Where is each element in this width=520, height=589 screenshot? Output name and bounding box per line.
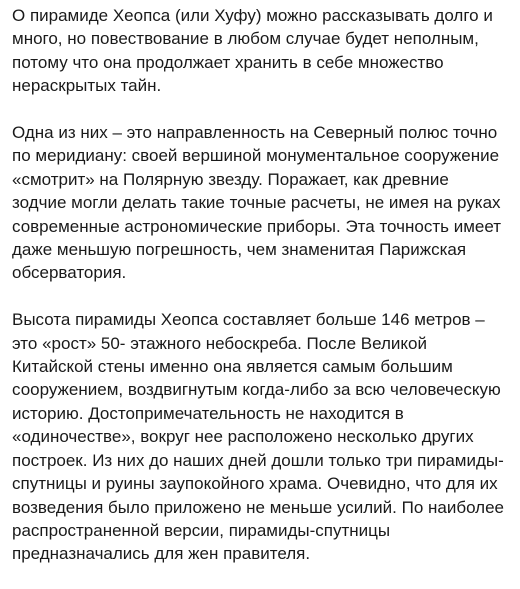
paragraph-height <box>12 308 512 565</box>
text-line: построек. Из них до наших дней дошли только три пирамиды- <box>12 450 504 470</box>
text-line: это «рост» 50- этажного небоскреба. После Великой <box>12 333 428 353</box>
text-line: даже меньшую погрешность, чем знаменитая Парижская <box>12 240 467 260</box>
paragraph-orientation <box>12 121 512 285</box>
text-line: историю. Достопримечательность не находится в <box>12 403 404 423</box>
text-line: много, но повествование в любом случае будет неполным, <box>12 29 479 49</box>
text-line: «одиночестве», вокруг нее расположено несколько других <box>12 427 474 447</box>
text-line: предназначались для жен правителя. <box>12 544 311 564</box>
text-line: распространенной версии, пирамиды-спутницы <box>12 520 391 540</box>
text-line: возведения было приложено не меньше усилий. По наиболее <box>12 497 504 517</box>
text-line: «смотрит» на Полярную звезду. Поражает, как древние <box>12 169 449 189</box>
text-line: потому что она продолжает хранить в себе множество <box>12 52 444 72</box>
text-line: нераскрытых тайн. <box>12 76 162 96</box>
paragraph-intro <box>12 4 512 98</box>
text-line: Одна из них – это направленность на Северный полюс точно <box>12 123 498 143</box>
text-line: сооружением, воздвигнутым когда-либо за всю человеческую <box>12 380 501 400</box>
article-body <box>12 4 512 589</box>
text-line: обсерватория. <box>12 263 127 283</box>
text-line: спутницы и руины заупокойного храма. Очевидно, что для их <box>12 474 498 494</box>
text-line: современные астрономические приборы. Эта точность имеет <box>12 216 502 236</box>
text-line: Высота пирамиды Хеопса составляет больше 146 метров – <box>12 310 485 330</box>
text-line: по меридиану: своей вершиной монументальное сооружение <box>12 146 500 166</box>
text-line: Китайской стены именно она является самым большим <box>12 357 453 377</box>
text-line: зодчие могли делать такие точные расчеты, не имея на руках <box>12 193 501 213</box>
text-line: О пирамиде Хеопса (или Хуфу) можно рассказывать долго и <box>12 6 493 25</box>
